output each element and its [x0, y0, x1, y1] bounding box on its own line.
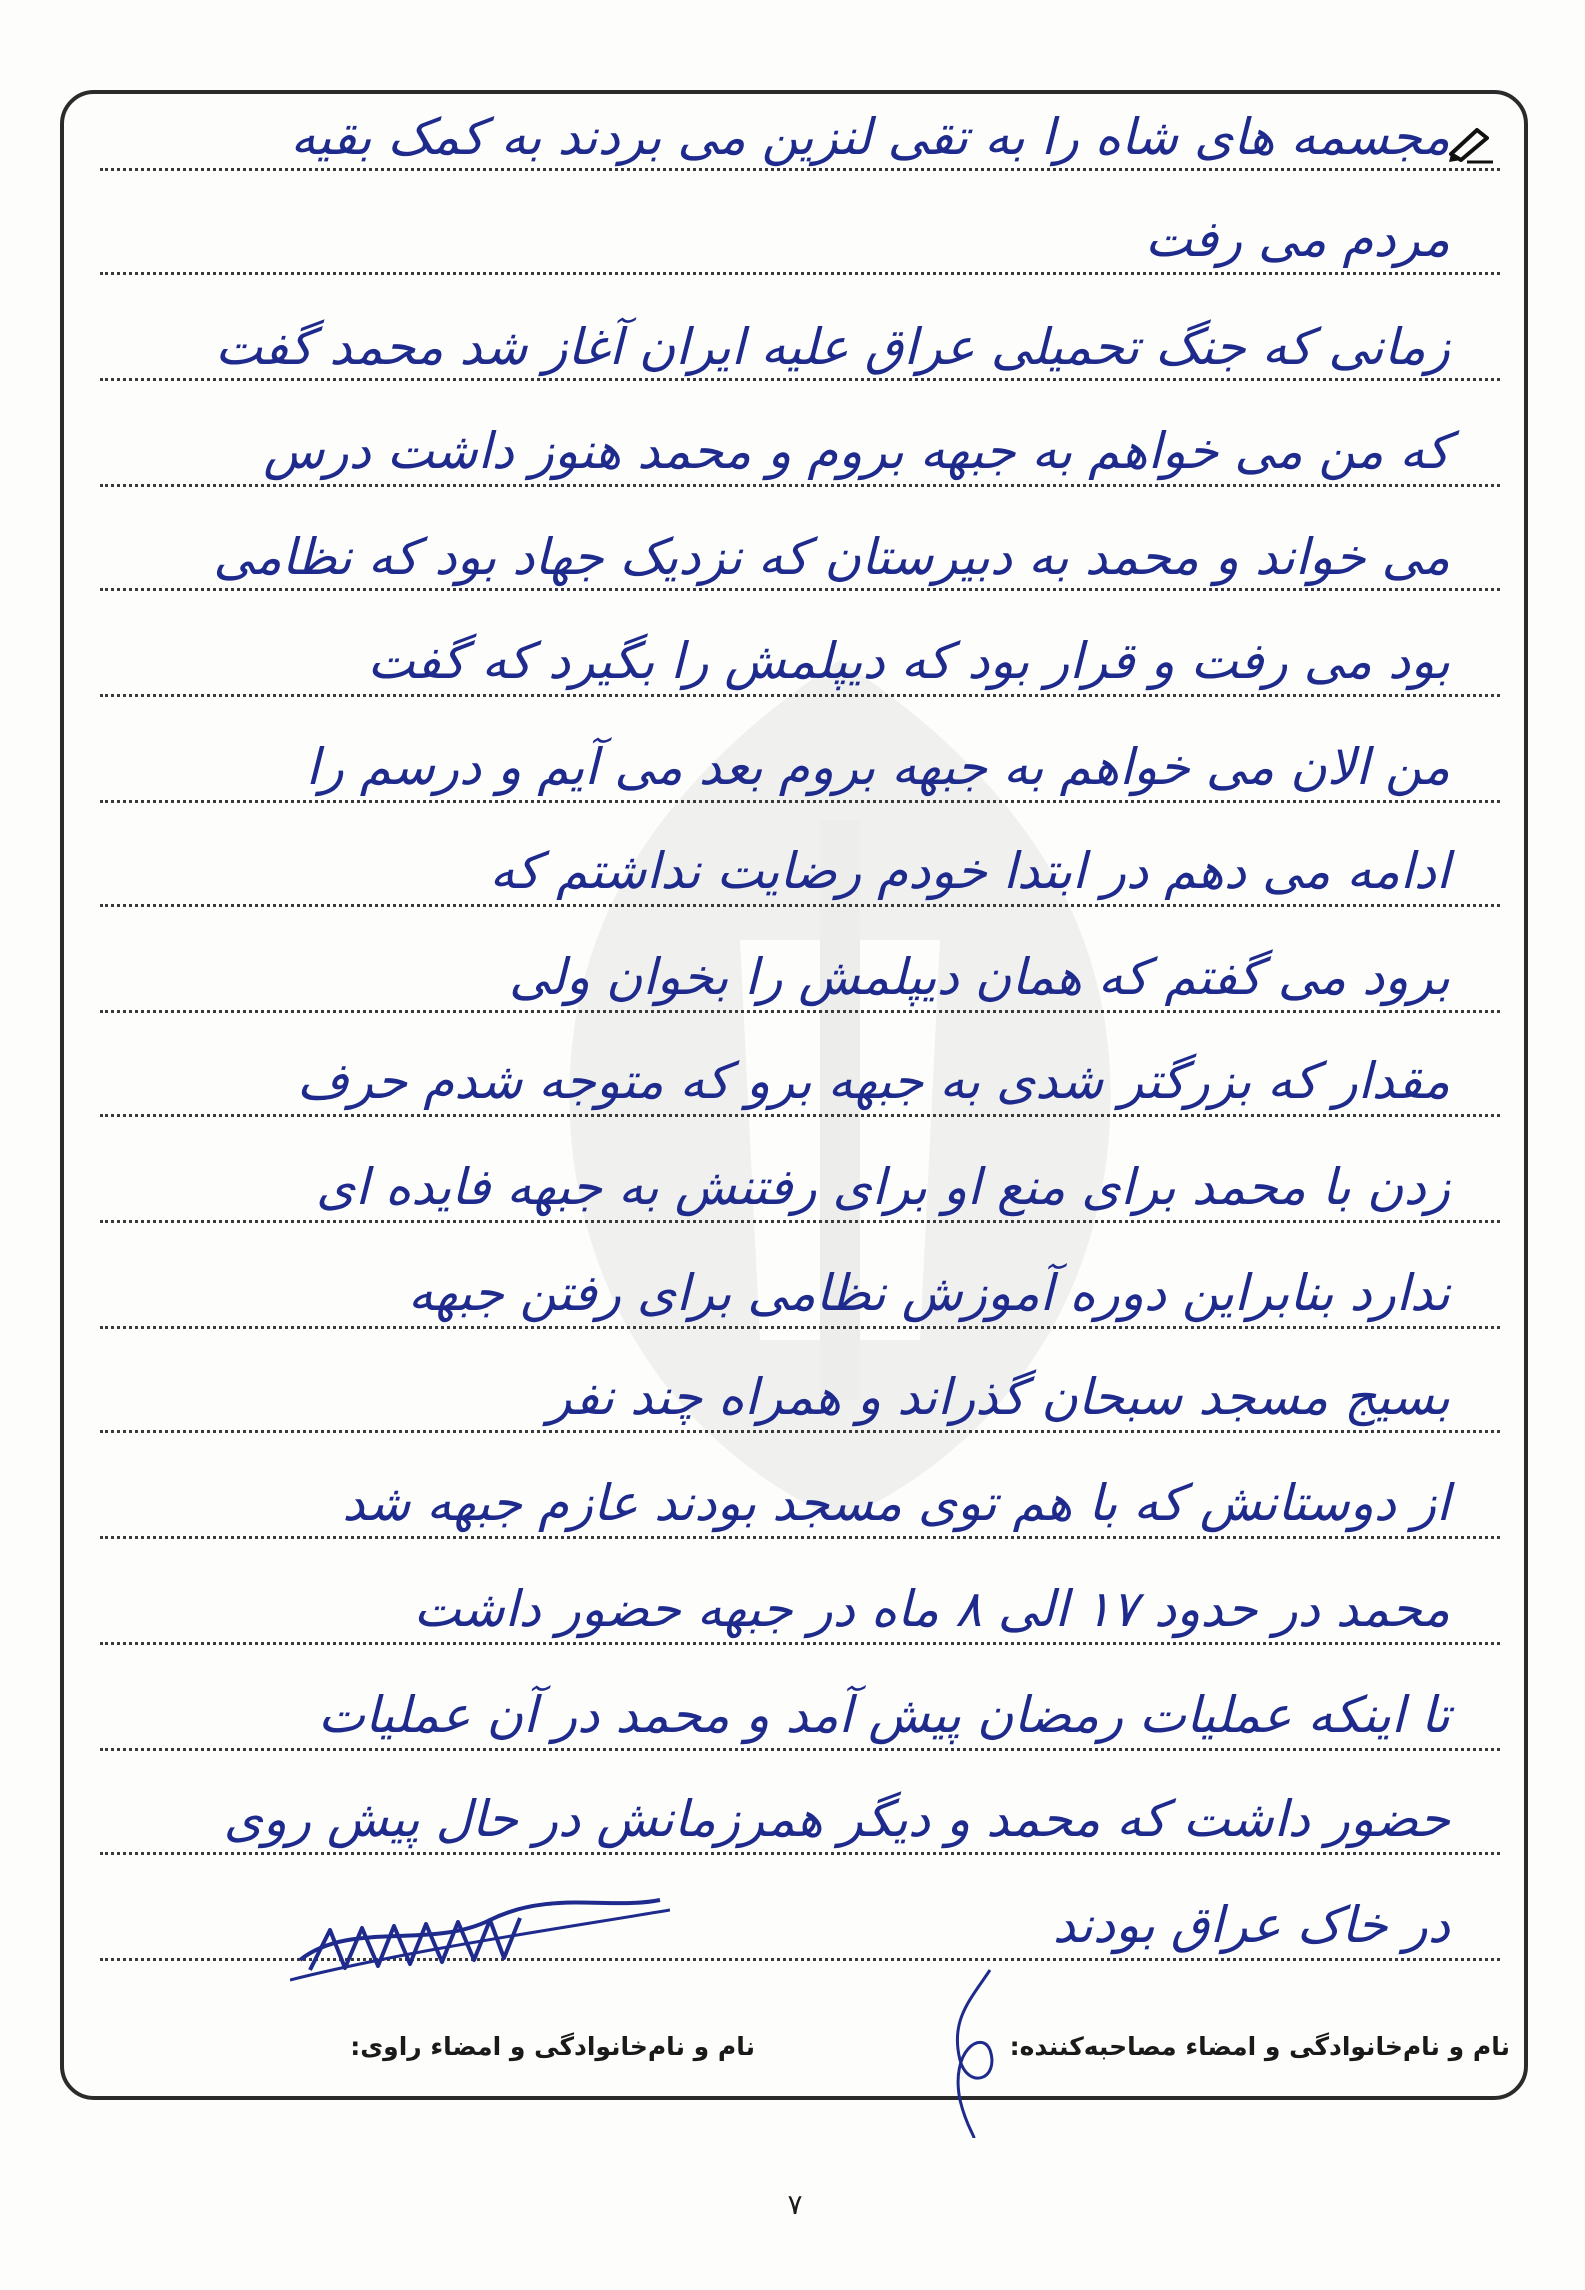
- handwritten-line: مجسمه های شاه را به تقی لنزین می بردند به کمک بقیه: [290, 108, 1450, 166]
- ruled-line: [100, 272, 1500, 275]
- ruled-line: [100, 1220, 1500, 1223]
- handwritten-line: از دوستانش که با هم توی مسجد بودند عازم جبهه شد: [342, 1474, 1450, 1532]
- handwritten-line: برود می گفتم که همان دیپلمش را بخوان ولی: [508, 948, 1450, 1006]
- handwritten-line: مردم می رفت: [1145, 210, 1450, 268]
- page-number: ۷: [787, 2188, 803, 2221]
- ruled-line: [100, 904, 1500, 907]
- ruled-line: [100, 800, 1500, 803]
- signature-footer: [80, 2020, 1510, 2070]
- ruled-line: [100, 1642, 1500, 1645]
- ruled-line: [100, 588, 1500, 591]
- ruled-line: [100, 168, 1500, 171]
- handwritten-line: مقدار که بزرگتر شدی به جبهه برو که متوجه شدم حرف: [297, 1052, 1450, 1110]
- ruled-line: [100, 1114, 1500, 1117]
- ruled-line: [100, 1536, 1500, 1539]
- pen-icon: [1447, 124, 1495, 164]
- handwritten-line: زدن با محمد برای منع او برای رفتنش به جبهه فایده ای: [316, 1158, 1450, 1216]
- handwritten-line: ادامه می دهم در ابتدا خودم رضایت نداشتم که: [489, 842, 1450, 900]
- narrator-signature-label: نام و نام‌خانوادگی و امضاء راوی:: [350, 2032, 755, 2061]
- interviewer-signature-label: نام و نام‌خانوادگی و امضاء مصاحبه‌کننده:: [1009, 2032, 1510, 2061]
- ruled-line: [100, 484, 1500, 487]
- ruled-line: [100, 1326, 1500, 1329]
- handwritten-line: می خواند و محمد به دبیرستان که نزدیک جهاد بود که نظامی: [213, 528, 1450, 586]
- ruled-line: [100, 694, 1500, 697]
- handwritten-line: زمانی که جنگ تحمیلی عراق علیه ایران آغاز شد محمد گفت: [215, 318, 1450, 376]
- handwritten-line: حضور داشت که محمد و دیگر همرزمانش در حال پیش روی: [223, 1790, 1450, 1848]
- crossed-out-scribble: [290, 1880, 670, 1990]
- handwritten-line: بود می رفت و قرار بود که دیپلمش را بگیرد که گفت: [367, 632, 1450, 690]
- handwritten-line: بسیج مسجد سبحان گذراند و همراه چند نفر: [547, 1368, 1450, 1426]
- ruled-line: [100, 1748, 1500, 1751]
- ruled-line: [100, 1430, 1500, 1433]
- handwritten-line: تا اینکه عملیات رمضان پیش آمد و محمد در آن عملیات: [317, 1686, 1450, 1744]
- handwritten-line: ندارد بنابراین دوره آموزش نظامی برای رفتن جبهه: [408, 1264, 1450, 1322]
- ruled-line: [100, 378, 1500, 381]
- ruled-line: [100, 1010, 1500, 1013]
- handwritten-line: که من می خواهم به جبهه بروم و محمد هنوز داشت درس: [263, 422, 1450, 480]
- ruled-line: [100, 1852, 1500, 1855]
- handwritten-line: من الان می خواهم به جبهه بروم بعد می آیم و درسم را: [305, 738, 1450, 796]
- handwritten-line: در خاک عراق بودند: [1052, 1896, 1450, 1954]
- handwritten-line: محمد در حدود ۱۷ الی ۸ ماه در جبهه حضور داشت: [413, 1580, 1450, 1638]
